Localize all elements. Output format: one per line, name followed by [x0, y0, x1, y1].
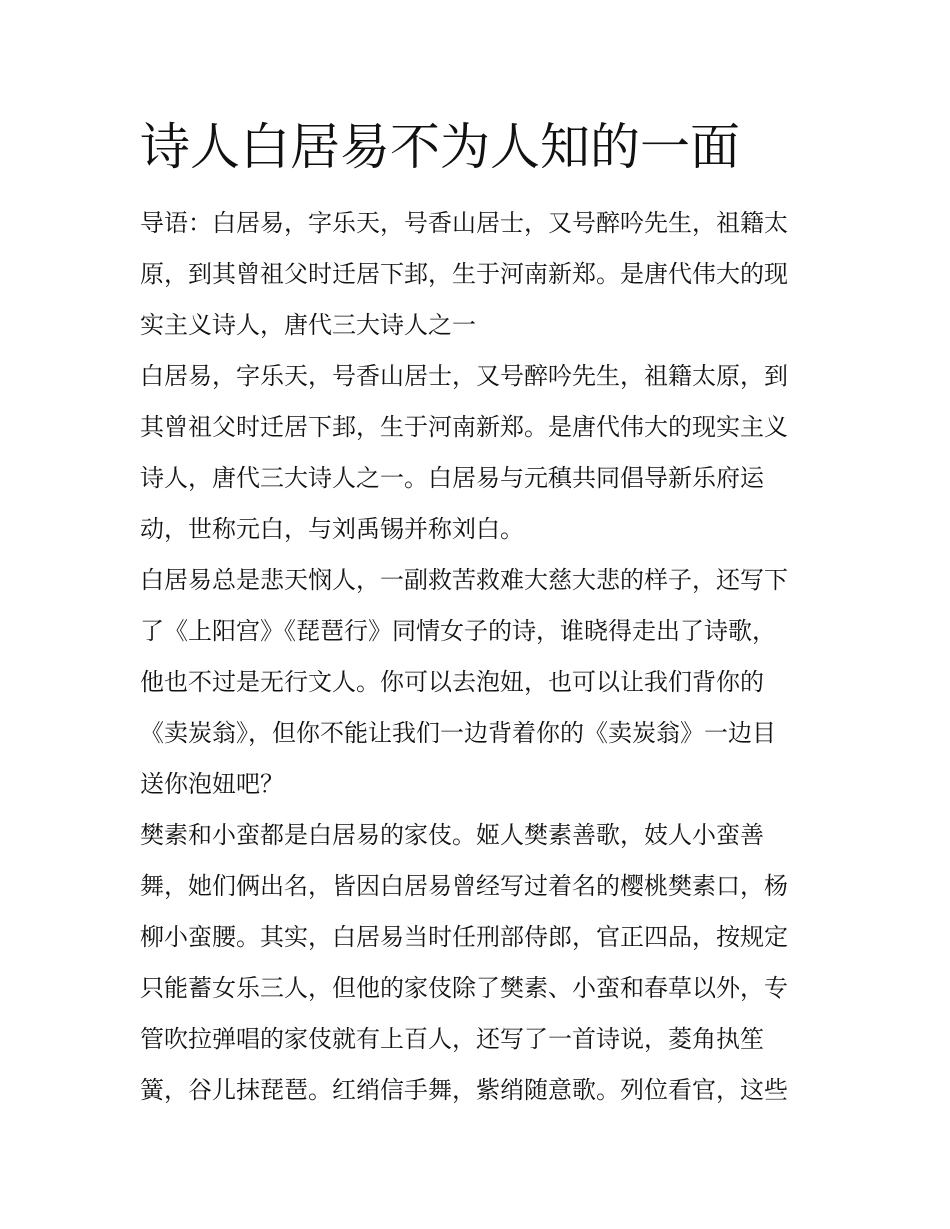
- text-line: 簧，谷儿抹琵琶。红绡信手舞，紫绡随意歌。列位看官，这些: [140, 1076, 788, 1104]
- text-line: 导语：白居易，字乐天，号香山居士，又号醉吟先生，祖籍太: [140, 209, 788, 237]
- document-title: 诗人白居易不为人知的一面: [140, 118, 740, 176]
- document-page: [140, 110, 812, 1116]
- paragraph-character: [140, 555, 812, 810]
- text-line: 《卖炭翁》，但你不能让我们一边背着你的《卖炭翁》一边目: [140, 719, 776, 747]
- text-line: 舞，她们俩出名，皆因白居易曾经写过着名的樱桃樊素口，杨: [140, 872, 788, 900]
- text-line: 诗人，唐代三大诗人之一。白居易与元稹共同倡导新乐府运: [140, 464, 764, 492]
- text-line: 动，世称元白，与刘禹锡并称刘白。: [140, 515, 524, 543]
- text-line: 实主义诗人，唐代三大诗人之一: [140, 311, 476, 339]
- paragraph-household: [140, 810, 812, 1116]
- text-line: 柳小蛮腰。其实，白居易当时任刑部侍郎，官正四品，按规定: [140, 923, 788, 951]
- text-line: 了《上阳宫》《琵琶行》同情女子的诗，谁晓得走出了诗歌，: [140, 617, 776, 645]
- text-line: 白居易，字乐天，号香山居士，又号醉吟先生，祖籍太原，到: [140, 362, 788, 390]
- text-line: 他也不过是无行文人。你可以去泡妞，也可以让我们背你的: [140, 668, 764, 696]
- text-line: 原，到其曾祖父时迁居下邽，生于河南新郑。是唐代伟大的现: [140, 260, 788, 288]
- text-line: 送你泡妞吧？: [140, 770, 284, 798]
- text-line: 樊素和小蛮都是白居易的家伎。姬人樊素善歌，妓人小蛮善: [140, 821, 764, 849]
- text-line: 白居易总是悲天悯人，一副救苦救难大慈大悲的样子，还写下: [140, 566, 788, 594]
- text-line: 管吹拉弹唱的家伎就有上百人，还写了一首诗说，菱角执笙: [140, 1025, 764, 1053]
- text-line: 其曾祖父时迁居下邽，生于河南新郑。是唐代伟大的现实主义: [140, 413, 788, 441]
- text-line: 只能蓄女乐三人，但他的家伎除了樊素、小蛮和春草以外，专: [140, 974, 788, 1002]
- paragraph-intro: [140, 198, 812, 351]
- paragraph-biography: [140, 351, 812, 555]
